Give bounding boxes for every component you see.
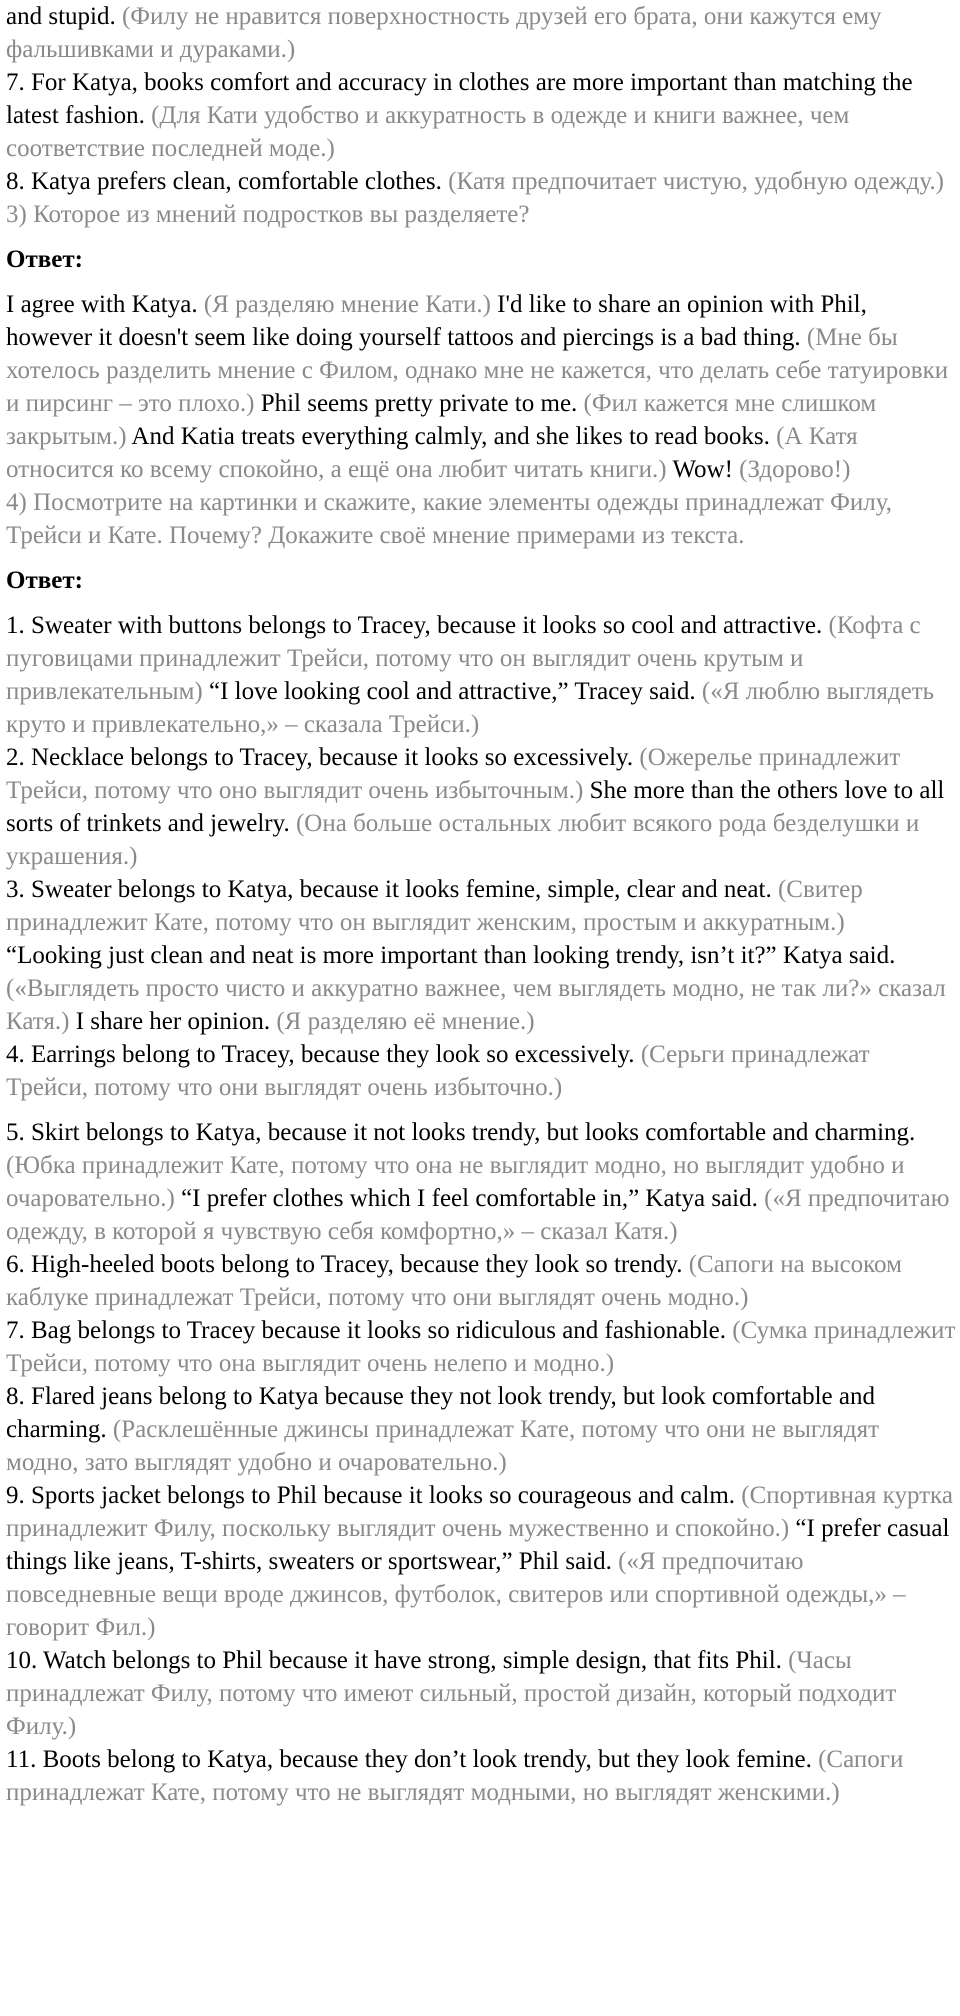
item-2-en: 2. Necklace belongs to Tracey, because it looks so excessively. — [6, 744, 634, 771]
item-5-quote-translation: («Я предпочитаю одежду, в которой я чувствую себя комфортно,» – сказал Катя.) — [6, 1185, 950, 1245]
fragment-translation: (Филу не нравится поверхностность друзей его брата, они кажутся ему фальшивками и дураками.) — [6, 3, 882, 63]
item-9-quote-translation: («Я предпочитаю повседневные вещи вроде джинсов, футболок, свитеров или спортивной одежды,» – говорит Фил.) — [6, 1548, 906, 1641]
item-9-translation: (Спортивная куртка принадлежит Филу, поскольку выглядит очень мужественно и спокойно.) — [6, 1482, 953, 1542]
answer-3-sentence-3-translation: (Фил кажется мне слишком закрытым.) — [6, 390, 877, 450]
item-3-en-2: I share her opinion. — [75, 1008, 271, 1035]
item-10-translation: (Часы принадлежат Филу, потому что имеют сильный, простой дизайн, который подходит Филу.) — [6, 1647, 897, 1740]
item-3-quote-translation: («Выглядеть просто чисто и аккуратно важнее, чем выглядеть модно, не так ли?» сказал Катя.) — [6, 975, 946, 1035]
question-4: 4) Посмотрите на картинки и скажите, какие элементы одежды принадлежат Филу, Трейси и Кате. Почему? Докажите своё мнение примерами из текста. — [6, 489, 892, 549]
fragment-line — [6, 0, 956, 66]
item-5-quote: “I prefer clothes which I feel comfortable in,” Katya said. — [181, 1185, 758, 1212]
answer-label-3: Ответ: — [6, 246, 83, 273]
item-9-quote: “I prefer casual things like jeans, T-shirts, sweaters or sportswear,” Phil said. — [6, 1515, 950, 1575]
item-2-translation: (Ожерелье принадлежит Трейси, потому что оно выглядит очень избыточным.) — [6, 744, 901, 804]
answer-3-sentence-1-en: I agree with Katya. — [6, 291, 198, 318]
item-3-translation-2: (Я разделяю её мнение.) — [276, 1008, 535, 1035]
item-3 — [6, 873, 956, 939]
item-10 — [6, 1644, 956, 1743]
item-6-translation: (Сапоги на высоком каблуке принадлежат Трейси, потому что они выглядят очень модно.) — [6, 1251, 902, 1311]
item-6-en: 6. High-heeled boots belong to Tracey, because they look so trendy. — [6, 1251, 683, 1278]
answer-3-sentence-5-translation: (Здорово!) — [739, 456, 851, 483]
item-11-en: 11. Boots belong to Katya, because they don’t look trendy, but they look femine. — [6, 1746, 812, 1773]
item-6 — [6, 1248, 956, 1314]
answer-3-paragraph — [6, 288, 956, 486]
item-1-en: 1. Sweater with buttons belongs to Tracey, because it looks so cool and attractive. — [6, 612, 823, 639]
item-4 — [6, 1038, 956, 1104]
answer-3-sentence-4-translation: (А Катя относится ко всему спокойно, а ещё она любит читать книги.) — [6, 423, 858, 483]
fragment-en: and stupid. — [6, 3, 116, 30]
item-11 — [6, 1743, 956, 1809]
question-3: 3) Которое из мнений подростков вы разделяете? — [6, 201, 530, 228]
item-11-translation: (Сапоги принадлежат Кате, потому что не выглядят модными, но выглядят женскими.) — [6, 1746, 904, 1806]
statement-8 — [6, 165, 956, 198]
answer-3-sentence-5-en: Wow! — [672, 456, 733, 483]
item-1 — [6, 609, 956, 741]
item-9-en: 9. Sports jacket belongs to Phil because it looks so courageous and calm. — [6, 1482, 736, 1509]
item-8-translation: (Расклешённые джинсы принадлежат Кате, потому что они не выглядят модно, зато выглядят удобно и очаровательно.) — [6, 1416, 880, 1476]
item-2-translation-2: (Она больше остальных любит всякого рода безделушки и украшения.) — [6, 810, 920, 870]
statement-7 — [6, 66, 956, 165]
statement-7-translation: (Для Кати удобство и аккуратность в одежде и книги важнее, чем соответствие последней моде.) — [6, 102, 850, 162]
item-8-en: 8. Flared jeans belong to Katya because they not look trendy, but look comfortable and charming. — [6, 1383, 875, 1443]
item-1-quote: “I love looking cool and attractive,” Tracey said. — [209, 678, 696, 705]
item-4-en: 4. Earrings belong to Tracey, because they look so excessively. — [6, 1041, 635, 1068]
item-5 — [6, 1116, 956, 1248]
answer-3-sentence-1-translation: (Я разделяю мнение Кати.) — [203, 291, 491, 318]
item-10-en: 10. Watch belongs to Phil because it have strong, simple design, that fits Phil. — [6, 1647, 782, 1674]
statement-8-translation: (Катя предпочитает чистую, удобную одежду.) — [448, 168, 944, 195]
item-1-quote-translation: («Я люблю выглядеть круто и привлекательно,» – сказала Трейси.) — [6, 678, 935, 738]
item-3-quote-line — [6, 939, 956, 1038]
item-7 — [6, 1314, 956, 1380]
item-2 — [6, 741, 956, 873]
answer-3-sentence-4-en: And Katia treats everything calmly, and she likes to read books. — [131, 423, 770, 450]
statement-8-en: 8. Katya prefers clean, comfortable clothes. — [6, 168, 442, 195]
item-7-translation: (Сумка принадлежит Трейси, потому что она выглядит очень нелепо и модно.) — [6, 1317, 956, 1377]
answer-3-sentence-3-en: Phil seems pretty private to me. — [260, 390, 578, 417]
item-3-en: 3. Sweater belongs to Katya, because it looks femine, simple, clear and neat. — [6, 876, 772, 903]
item-2-en-2: She more than the others love to all sorts of trinkets and jewelry. — [6, 777, 945, 837]
item-7-en: 7. Bag belongs to Tracey because it looks so ridiculous and fashionable. — [6, 1317, 727, 1344]
item-4-translation: (Серьги принадлежат Трейси, потому что они выглядят очень избыточно.) — [6, 1041, 870, 1101]
answer-3-sentence-2-translation: (Мне бы хотелось разделить мнение с Филом, однако мне не кажется, что делать себе татуировки и пирсинг – это плохо.) — [6, 324, 949, 417]
item-1-translation: (Кофта с пуговицами принадлежит Трейси, потому что он выглядит очень крутым и привлекательным) — [6, 612, 921, 705]
item-8 — [6, 1380, 956, 1479]
answer-label-4: Ответ: — [6, 567, 83, 594]
item-9 — [6, 1479, 956, 1644]
item-5-en: 5. Skirt belongs to Katya, because it not looks trendy, but looks comfortable and charming. — [6, 1119, 916, 1146]
item-5-translation: (Юбка принадлежит Кате, потому что она не выглядит модно, но выглядит удобно и очаровательно.) — [6, 1152, 905, 1212]
answer-3-sentence-2-en: I'd like to share an opinion with Phil, however it doesn't seem like doing yourself tattoos and piercings is a bad thing. — [6, 291, 867, 351]
statement-7-en: 7. For Katya, books comfort and accuracy in clothes are more important than matching the latest fashion. — [6, 69, 913, 129]
item-3-quote: “Looking just clean and neat is more important than looking trendy, isn’t it?” Katya said. — [6, 942, 896, 969]
item-3-translation: (Свитер принадлежит Кате, потому что он выглядит женским, простым и аккуратным.) — [6, 876, 863, 936]
